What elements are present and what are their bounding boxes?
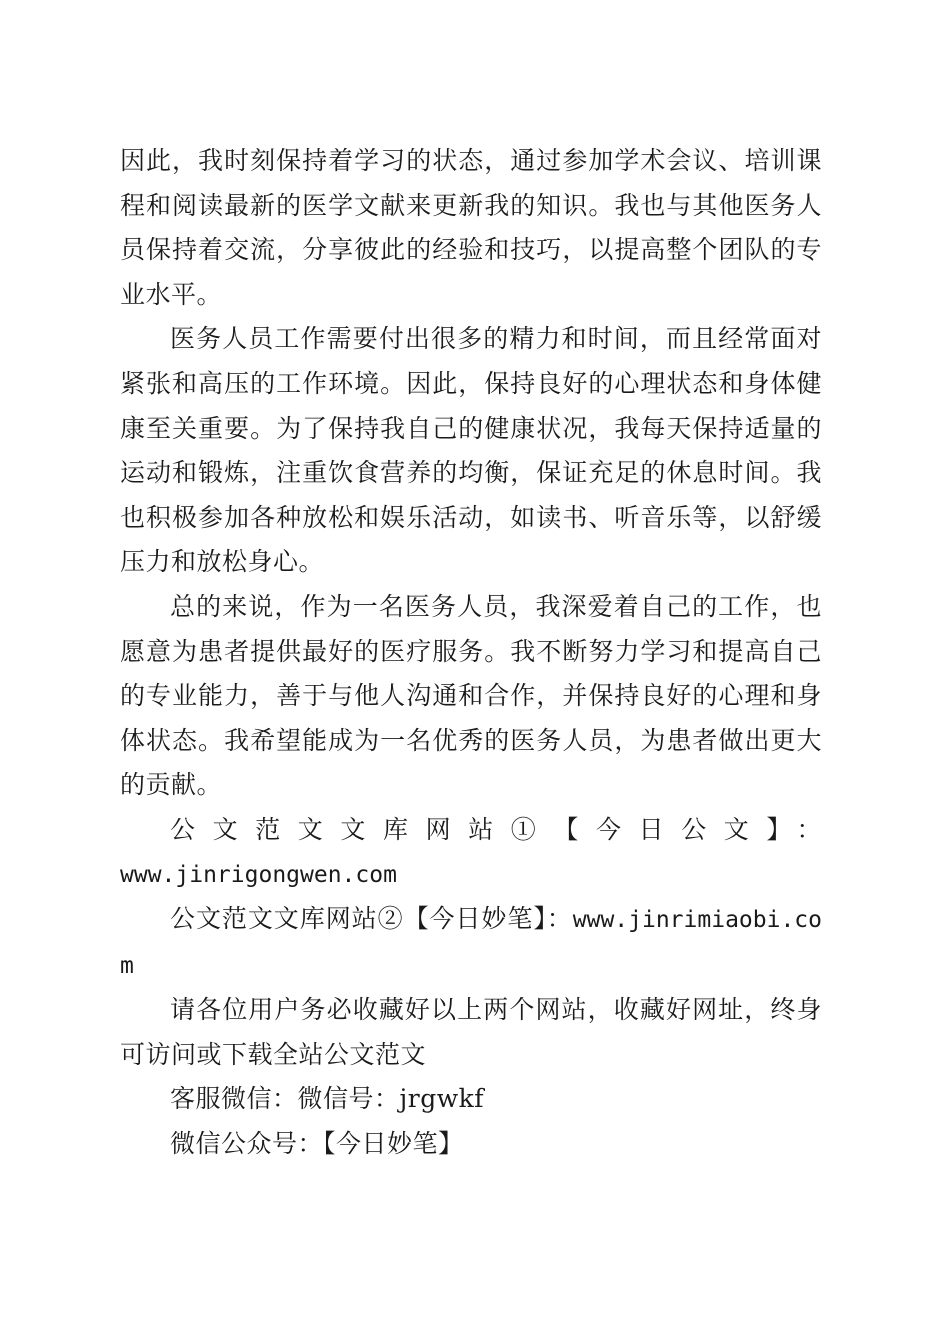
body-paragraph: 医务人员工作需要付出很多的精力和时间，而且经常面对紧张和高压的工作环境。因此，保持良好的心理状态和身体健康至关重要。为了保持我自己的健康状况，我每天保持适量的运动和锻炼，注重饮食营养的均衡，保证充足的休息时间。我也积极参加各种放松和娱乐活动，如读书、听音乐等，以舒缓压力和放松身心。 [120, 324, 822, 577]
document-page [120, 139, 822, 1167]
site1-label: 公文范文文库网站①【今日公文】： [170, 814, 822, 844]
site2-line [120, 897, 822, 988]
service-contact: 客服微信：微信号：jrgwkf [170, 1084, 485, 1114]
site2-label: 公文范文文库网站②【今日妙笔】： [170, 904, 573, 934]
notice-text: 请各位用户务必收藏好以上两个网站，收藏好网址，终身可访问或下载全站公文范文 [120, 995, 822, 1069]
body-paragraph: 总的来说，作为一名医务人员，我深爱着自己的工作，也愿意为患者提供最好的医疗服务。我不断努力学习和提高自己的专业能力，善于与他人沟通和合作，并保持良好的心理和身体状态。我希望能成为一名优秀的医务人员，为患者做出更大的贡献。 [120, 591, 822, 800]
wechat-account: 微信公众号：【今日妙笔】 [170, 1129, 464, 1159]
body-paragraph: 因此，我时刻保持着学习的状态，通过参加学术会议、培训课程和阅读最新的医学文献来更新我的知识。我也与其他医务人员保持着交流，分享彼此的经验和技巧，以提高整个团队的专业水平。 [120, 146, 822, 309]
site2-url: www.jinrimiaobi.com [120, 907, 822, 979]
site1-url: www.jinrigongwen.com [120, 861, 397, 888]
